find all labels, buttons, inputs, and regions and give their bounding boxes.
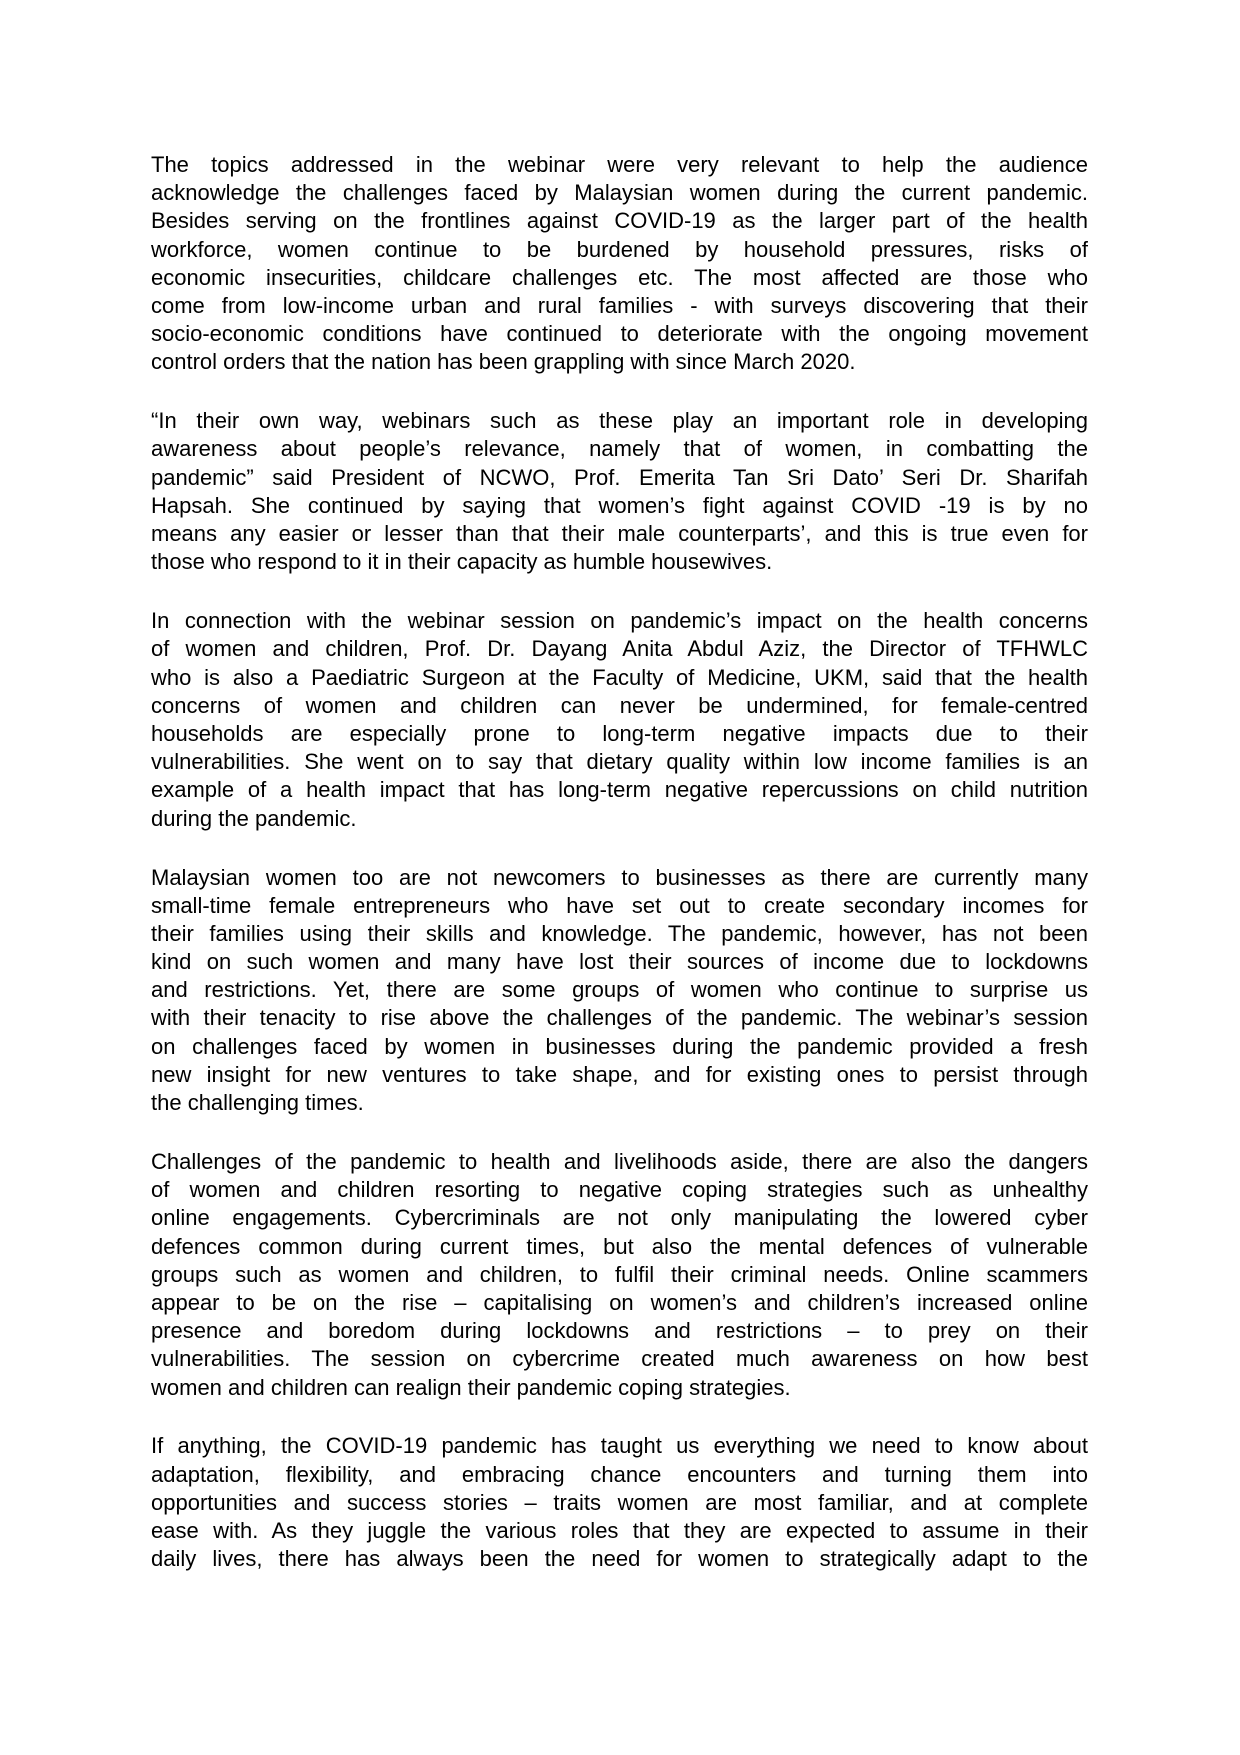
- text-line: awareness about people’s relevance, namely that of women, in combatting the: [151, 436, 1088, 462]
- text-line: means any easier or lesser than that their male counterparts’, and this is true even for: [151, 521, 1088, 547]
- paragraph-president-quote: [151, 407, 1088, 576]
- text-line: who is also a Paediatric Surgeon at the Faculty of Medicine, UKM, said that the health: [151, 664, 1088, 690]
- text-line: In connection with the webinar session on pandemic’s impact on the health concerns: [151, 608, 1088, 634]
- text-line: households are especially prone to long-term negative impacts due to their: [151, 720, 1088, 746]
- text-line: ease with. As they juggle the various roles that they are expected to assume in their: [151, 1518, 1088, 1544]
- text-line: socio-economic conditions have continued to deteriorate with the ongoing movement: [151, 321, 1088, 347]
- text-line: acknowledge the challenges faced by Malaysian women during the current pandemic.: [151, 180, 1088, 206]
- text-line: The topics addressed in the webinar were very relevant to help the audience: [151, 152, 1088, 177]
- text-line: vulnerabilities. The session on cybercrime created much awareness on how best: [151, 1346, 1088, 1372]
- text-line: defences common during current times, but also the mental defences of vulnerable: [151, 1233, 1088, 1259]
- text-line: workforce, women continue to be burdened by household pressures, risks of: [151, 236, 1088, 262]
- text-line: women and children can realign their pandemic coping strategies.: [151, 1374, 791, 1400]
- text-line: new insight for new ventures to take shape, and for existing ones to persist through: [151, 1061, 1088, 1087]
- paragraph-adaptation: [151, 1432, 1088, 1573]
- text-line: the challenging times.: [151, 1090, 364, 1116]
- text-line: vulnerabilities. She went on to say that dietary quality within low income families is an: [151, 749, 1088, 775]
- text-line: Challenges of the pandemic to health and livelihoods aside, there are also the dangers: [151, 1149, 1088, 1174]
- text-line: during the pandemic.: [151, 805, 357, 831]
- text-line: and restrictions. Yet, there are some groups of women who continue to surprise us: [151, 977, 1088, 1003]
- text-line: Besides serving on the frontlines against COVID-19 as the larger part of the health: [151, 208, 1088, 234]
- text-line: of women and children resorting to negative coping strategies such as unhealthy: [151, 1177, 1088, 1203]
- text-line: with their tenacity to rise above the challenges of the pandemic. The webinar’s session: [151, 1005, 1088, 1031]
- text-line: small-time female entrepreneurs who have set out to create secondary incomes for: [151, 892, 1088, 918]
- text-line: groups such as women and children, to fulfil their criminal needs. Online scammers: [151, 1261, 1088, 1287]
- text-line: daily lives, there has always been the need for women to strategically adapt to the: [151, 1546, 1088, 1572]
- text-line: come from low-income urban and rural families - with surveys discovering that their: [151, 292, 1088, 318]
- paragraph-webinar-topics: [151, 151, 1088, 377]
- text-line: concerns of women and children can never be undermined, for female-centred: [151, 692, 1088, 718]
- text-line: their families using their skills and knowledge. The pandemic, however, has not been: [151, 920, 1088, 946]
- text-line: adaptation, flexibility, and embracing chance encounters and turning them into: [151, 1461, 1088, 1487]
- text-line: on challenges faced by women in businesses during the pandemic provided a fresh: [151, 1033, 1088, 1059]
- paragraph-women-in-business: [151, 864, 1088, 1118]
- text-line: opportunities and success stories – traits women are most familiar, and at complete: [151, 1489, 1088, 1515]
- text-line: those who respond to it in their capacity as humble housewives.: [151, 549, 773, 575]
- body-text: [151, 151, 1088, 1604]
- text-line: Malaysian women too are not newcomers to businesses as there are currently many: [151, 864, 1088, 890]
- text-line: of women and children, Prof. Dr. Dayang Anita Abdul Aziz, the Director of TFHWLC: [151, 636, 1088, 662]
- text-line: Hapsah. She continued by saying that women’s fight against COVID -19 is by no: [151, 492, 1088, 518]
- text-line: pandemic” said President of NCWO, Prof. Emerita Tan Sri Dato’ Seri Dr. Sharifah: [151, 464, 1088, 490]
- text-line: “In their own way, webinars such as these play an important role in developing: [151, 408, 1088, 434]
- text-line: kind on such women and many have lost their sources of income due to lockdowns: [151, 949, 1088, 975]
- text-line: economic insecurities, childcare challenges etc. The most affected are those who: [151, 264, 1088, 290]
- text-line: example of a health impact that has long-term negative repercussions on child nutrition: [151, 777, 1088, 803]
- text-line: control orders that the nation has been grappling with since March 2020.: [151, 349, 856, 375]
- paragraph-health-concerns: [151, 607, 1088, 833]
- text-line: appear to be on the rise – capitalising on women’s and children’s increased online: [151, 1289, 1088, 1315]
- text-line: If anything, the COVID-19 pandemic has taught us everything we need to know about: [151, 1433, 1088, 1459]
- paragraph-cybercrime: [151, 1148, 1088, 1402]
- text-line: presence and boredom during lockdowns and restrictions – to prey on their: [151, 1318, 1088, 1344]
- text-line: online engagements. Cybercriminals are not only manipulating the lowered cyber: [151, 1205, 1088, 1231]
